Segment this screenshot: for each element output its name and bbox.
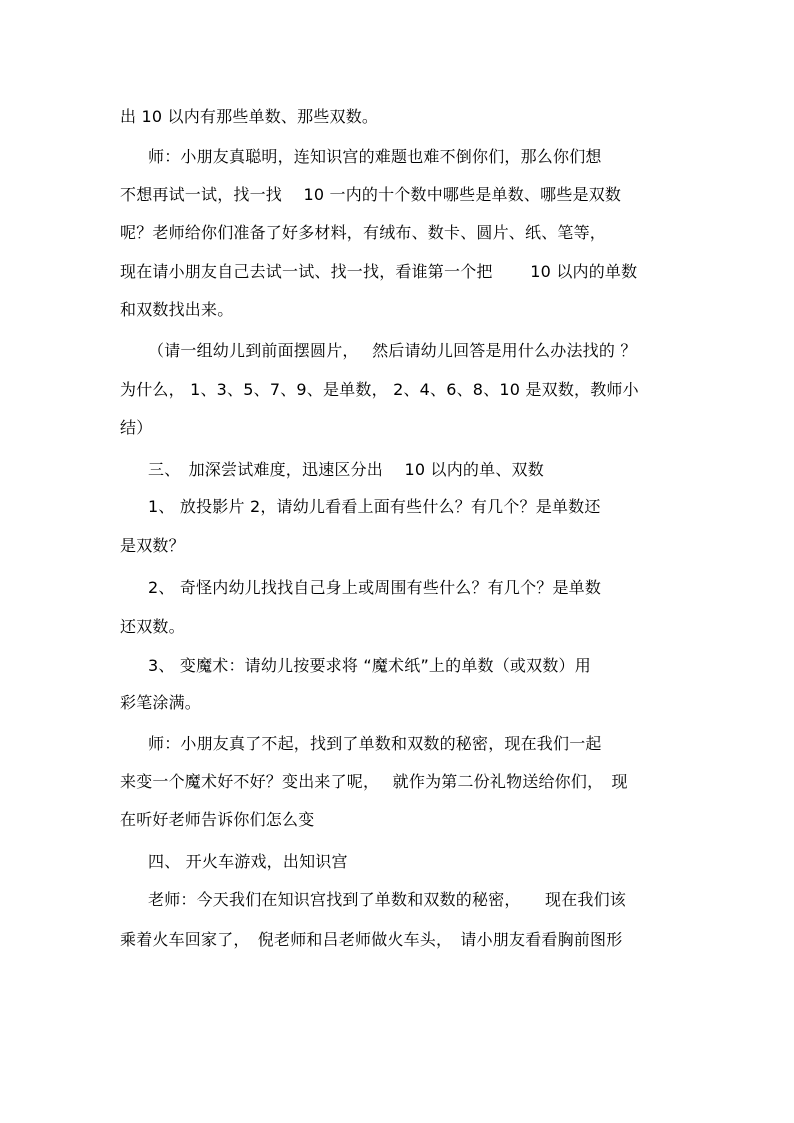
text-line: 结） [120,418,153,437]
text-line: 师：小朋友真聪明，连知识宫的难题也难不倒你们，那么你们想 [148,147,602,166]
text-line: 彩笔涂满。 [120,693,202,712]
section-heading: 四、 开火车游戏，出知识宫 [148,852,348,871]
text-line: 出 10 以内有那些单数、那些双数。 [120,107,379,126]
text-line: 师：小朋友真了不起，找到了单数和双数的秘密，现在我们一起 [148,734,602,753]
text-line: 3、 变魔术：请幼儿按要求将 “魔术纸”上的单数（或双数）用 [148,656,591,675]
text-line: 还双数。 [120,617,185,636]
text-line: 在听好老师告诉你们怎么变 [120,810,315,829]
text-line: 为什么， 1、3、5、7、9、是单数， 2、4、6、8、10 是双数，教师小 [120,380,639,399]
text-line: 是双数？ [120,536,185,555]
section-heading: 三、 加深尝试难度，迅速区分出 10 以内的单、双数 [148,460,544,479]
text-line: 1、 放投影片 2，请幼儿看看上面有些什么？有几个？是单数还 [148,497,601,516]
text-line: 乘着火车回家了， 倪老师和吕老师做火车头， 请小朋友看看胸前图形 [120,930,623,949]
text-line: 老师：今天我们在知识宫找到了单数和双数的秘密， 现在我们该 [148,890,627,909]
text-line: 来变一个魔术好不好？变出来了呢， 就作为第二份礼物送给你们， 现 [120,772,628,791]
text-line: （请一组幼儿到前面摆圆片， 然后请幼儿回答是用什么办法找的 ？ [148,341,637,360]
text-line: 和双数找出来。 [120,300,234,319]
text-line: 2、 奇怪内幼儿找找自己身上或周围有些什么？有几个？是单数 [148,578,602,597]
text-line: 不想再试一试，找一找 10 一内的十个数中哪些是单数、哪些是双数 [120,185,622,204]
text-line: 现在请小朋友自己去试一试、找一找，看谁第一个把 10 以内的单数 [120,262,638,281]
text-line: 呢？老师给你们准备了好多材料，有绒布、数卡、圆片、纸、笔等， [120,223,607,242]
